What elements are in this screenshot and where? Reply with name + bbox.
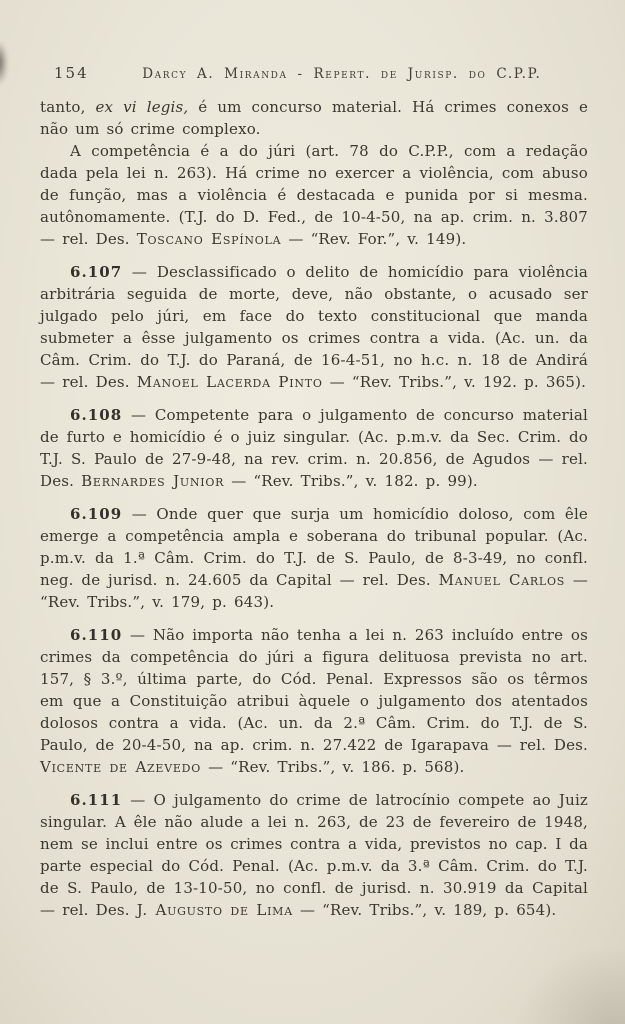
section-paragraph bbox=[40, 789, 588, 921]
section-paragraph bbox=[40, 624, 588, 778]
text-run: — “Rev. Tribs.”, v. 189, p. 654). bbox=[292, 901, 557, 919]
page-body bbox=[40, 96, 588, 921]
text-run: — “Rev. Tribs.”, v. 179, p. 643). bbox=[40, 571, 589, 611]
section-paragraph bbox=[40, 261, 588, 393]
page-number: 154 bbox=[54, 64, 89, 82]
judge-name: J. Augusto de Lima bbox=[136, 901, 293, 919]
section-number: 6.111 bbox=[70, 791, 123, 809]
section-paragraph bbox=[40, 404, 588, 492]
judge-name: Bernardes Junior bbox=[81, 472, 225, 490]
page-header bbox=[40, 64, 585, 82]
judge-name: Manuel Carlos bbox=[438, 571, 566, 589]
text-run: — “Rev. For.”, v. 149). bbox=[281, 230, 467, 248]
paragraph bbox=[40, 140, 588, 250]
latin-phrase: ex vi legis, bbox=[95, 98, 189, 116]
text-run: — “Rev. Tribs.”, v. 182. p. 99). bbox=[224, 472, 478, 490]
text-run: A competência é a do júri (art. 78 do C.P.P., com a redação dada pela lei n. 263). Há crime no exercer a violência, com abuso de função, mas a violência é destacada e punida por si mesma. autônomamente. (T.J. do D. Fed., de 10-4-50, na ap. crim. n. 3.807 — rel. Des. bbox=[40, 142, 588, 248]
section-number: 6.109 bbox=[70, 505, 123, 523]
section-paragraph bbox=[40, 503, 588, 613]
paragraph bbox=[40, 96, 588, 140]
section-number: 6.110 bbox=[70, 626, 123, 644]
judge-name: Toscano Espínola bbox=[136, 230, 282, 248]
scan-smudge bbox=[0, 40, 8, 86]
text-run: é um concurso material. Há crimes conexos e não um só crime complexo. bbox=[40, 98, 589, 138]
text-run: — Competente para o julgamento de concurso material de furto e homicídio é o juiz singular. (Ac. p.m.v. da Sec. Crim. do T.J. S. Paulo de 27-9-48, na rev. crim. n. 20.856, de Agudos — rel. Des. bbox=[40, 406, 588, 490]
scan-shadow bbox=[515, 944, 625, 1024]
judge-name: Manoel Lacerda Pinto bbox=[136, 373, 323, 391]
text-run: — Desclassificado o delito de homicídio para violência arbitrária seguida de morte, deve, não obstante, o acusado ser julgado pelo júri, em face do texto constitucional que manda submeter a êsse julgamento os crimes contra a vida. (Ac. un. da Câm. Crim. do T.J. do Paraná, de 16-4-51, no h.c. n. 18 de Andirá — rel. Des. bbox=[40, 263, 588, 391]
section-number: 6.108 bbox=[70, 406, 123, 424]
text-run: — “Rev. Tribs.”, v. 186. p. 568). bbox=[201, 758, 465, 776]
judge-name: Vicente de Azevedo bbox=[40, 758, 202, 776]
text-run: — Onde quer que surja um homicídio doloso, com êle emerge a competência ampla e soberana do tribunal popular. (Ac. p.m.v. da 1.ª Câm. Crim. do T.J. de S. Paulo, de 8-3-49, no confl. neg. de jurisd. n. 24.605 da Capital — rel. Des. bbox=[40, 505, 588, 589]
text-run: tanto, bbox=[40, 98, 96, 116]
running-title: Darcy A. Miranda - Repert. de Jurisp. do C.P.P. bbox=[142, 66, 542, 82]
text-run: — Não importa não tenha a lei n. 263 incluído entre os crimes da competência do júri a figura delituosa prevista no art. 157, § 3.º, última parte, do Cód. Penal. Expressos são os têrmos em que a Constituição atribui àquele o julgamento dos atentados dolosos contra a vida. (Ac. un. da 2.ª Câm. Crim. do T.J. de S. Paulo, de 20-4-50, na ap. crim. n. 27.422 de Igarapava — rel. Des. bbox=[40, 626, 588, 754]
section-number: 6.107 bbox=[70, 263, 123, 281]
text-run: — O julgamento do crime de latrocínio compete ao Juiz singular. A êle não alude a lei n. 263, de 23 de fevereiro de 1948, nem se inclui entre os crimes contra a vida, previstos no cap. I da parte especial do Cód. Penal. (Ac. p.m.v. da 3.ª Câm. Crim. do T.J. de S. Paulo, de 13-10-50, no confl. de jurisd. n. 30.919 da Capital — rel. Des. bbox=[40, 791, 588, 919]
text-run: — “Rev. Tribs.”, v. 192. p. 365). bbox=[322, 373, 587, 391]
